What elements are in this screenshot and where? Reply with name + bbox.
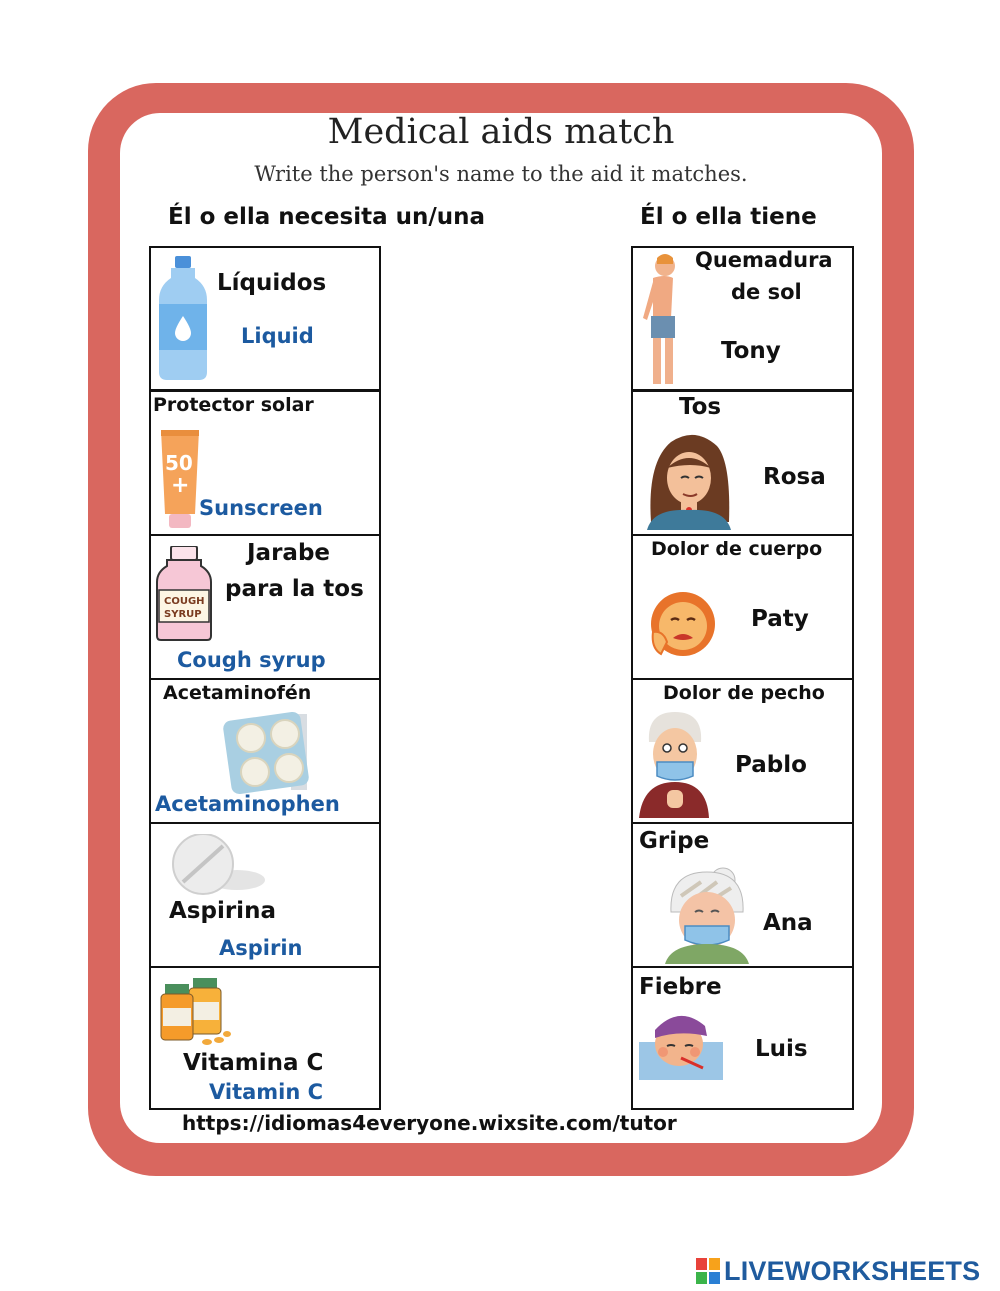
liveworksheets-logo-icon [696,1258,720,1284]
aid-card-sunscreen[interactable] [151,392,379,536]
water-bottle-icon [157,256,209,382]
person-card-ana[interactable] [633,824,852,968]
liveworksheets-brand[interactable] [696,1254,980,1288]
fever-boy-icon [639,1008,723,1080]
page-title: Medical aids match [327,112,675,152]
person-name: Rosa [763,464,826,490]
person-card-paty[interactable] [633,536,852,680]
coughing-woman-icon [641,432,737,530]
aid-english-label: Acetaminophen [155,792,340,816]
people-column [631,246,854,1110]
aid-card-cough-syrup[interactable] [151,536,379,680]
masked-man-icon [639,708,709,818]
aid-spanish-label: Acetaminofén [163,682,312,704]
aid-english-label: Aspirin [219,936,303,960]
aid-spanish-label: Líquidos [217,270,327,296]
cough-syrup-icon [155,546,213,642]
ailment-label: Dolor de cuerpo [651,538,823,560]
ailment-label: Fiebre [639,974,722,1000]
sick-face-icon [647,586,717,660]
person-card-pablo[interactable] [633,680,852,824]
ailment-label-line2: de sol [731,280,802,304]
aid-english-label: Cough syrup [177,648,326,672]
person-name: Pablo [735,752,807,778]
aid-spanish-label-line2: para la tos [225,576,364,602]
aid-spanish-label: Aspirina [169,898,276,924]
aids-column [149,246,381,1110]
vitamin-bottles-icon [157,974,233,1048]
person-name: Tony [721,338,781,364]
left-column-heading: Él o ella necesita un/una [168,204,486,230]
right-column-heading: Él o ella tiene [640,204,817,230]
svg-text:COUGH: COUGH [164,596,205,607]
ailment-label-line1: Quemadura [695,248,833,272]
svg-text:SYRUP: SYRUP [164,609,202,620]
aid-english-label: Sunscreen [199,496,323,520]
person-name: Ana [763,910,813,936]
sunburned-man-icon [639,252,683,388]
aspirin-tablet-icon [169,834,269,896]
person-name: Paty [751,606,809,632]
aid-card-aspirin[interactable] [151,824,379,968]
aid-card-liquid[interactable] [151,248,379,392]
aid-card-vitamin-c[interactable] [151,968,379,1112]
svg-text:50: 50 [165,451,193,475]
pill-blister-icon [221,710,317,796]
aid-english-label: Vitamin C [209,1080,324,1104]
person-name: Luis [755,1036,808,1062]
page-subtitle: Write the person's name to the aid it matches. [254,162,748,186]
tutor-link[interactable]: https://idiomas4everyone.wixsite.com/tutor [182,1111,677,1135]
svg-text:+: + [171,473,190,498]
person-card-rosa[interactable] [633,392,852,536]
aid-english-label: Liquid [241,324,314,348]
ailment-label: Gripe [639,828,710,854]
grandma-mask-icon [659,862,751,964]
person-card-tony[interactable] [633,248,852,392]
liveworksheets-wordmark: LIVEWORKSHEETS [724,1255,981,1286]
person-card-luis[interactable] [633,968,852,1112]
aid-card-acetaminophen[interactable] [151,680,379,824]
aid-spanish-label: Protector solar [153,394,314,416]
ailment-label: Dolor de pecho [663,682,825,704]
sunscreen-tube-icon [157,430,203,530]
aid-spanish-label-line1: Jarabe [247,540,331,566]
aid-spanish-label: Vitamina C [183,1050,324,1076]
ailment-label: Tos [679,394,722,420]
